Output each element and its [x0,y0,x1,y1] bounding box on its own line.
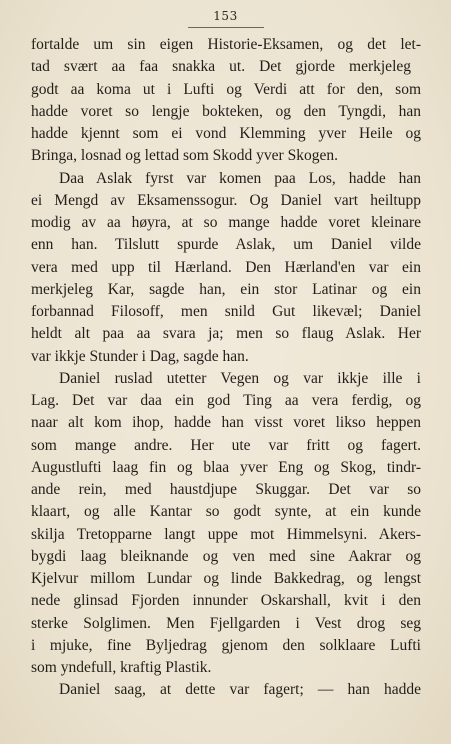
text-line: hadde voret so lengje bokteken, og den Tyngdi, han [31,102,421,120]
text-line: fortalde um sin eigen Historie-Eksamen, og det let- [31,36,421,53]
text-line: som yndefull, kraftig Plastik. [31,659,212,676]
text-line: naar alt kom ihop, hadde han visst voret likso heppen [31,414,421,432]
text-line: ei Mengd av Eksamenssogur. Og Daniel vart heiltupp [31,191,421,209]
text-line: Bringa, losnad og lettad som Skodd yver Skogen. [31,147,338,165]
text-line: bygdi laag bleiknande og ven med sine Aakrar og [31,547,421,565]
text-line: Augustlufti laag fin og blaa yver Eng og Skog, tindr- [31,458,421,476]
text-line: Kjelvur millom Lundar og linde Bakkedrag, og lengst [31,570,421,587]
text-line: i mjuke, fine Byljedrag gjenom den solklaare Lufti [31,636,421,654]
text-line: ande rein, med haustdjupe Skuggar. Det var so [31,481,421,498]
text-line: Daniel saag, at dette var fagert; — han hadde [59,681,421,699]
text-line: Daa Aslak fyrst var komen paa Los, hadde han [59,169,421,187]
text-line: merkjeleg Kar, sagde han, ein stor Latinar og ein [31,280,421,298]
text-line: skilja Tretopparne langt uppe mot Himmelsyni. Akers- [31,525,421,543]
text-line: klaart, og alle Kantar so godt synte, at ein kunde [31,503,421,521]
text-line: hadde kjennt som ei vond Klemming yver Heile og [31,125,421,142]
text-line: forbannad Filosoff, men snild Gut likevæl; Daniel [31,303,421,320]
text-line: enn han. Tilslutt spurde Aslak, um Daniel vilde [31,236,421,254]
text-line: var ikkje Stunder i Dag, sagde han. [31,347,249,365]
text-line: tad svært aa faa snakka ut. Det gjorde merkjeleg [31,58,411,76]
text-line: Lag. Det var daa ein god Ting aa vera ferdig, og [31,392,421,409]
text-line: Daniel ruslad utetter Vegen og var ikkje ille i [59,369,421,387]
text-line: heldt alt paa aa svara ja; men so flaug Aslak. Her [31,325,421,343]
text-line: godt aa koma ut i Lufti og Verdi att for den, som [31,80,421,98]
text-line: som mange andre. Her ute var fritt og fagert. [31,436,421,454]
page-number: 153 [213,9,238,23]
header-rule [188,27,264,28]
text-line: modig av aa høyra, at so mange hadde voret kleinare [31,214,421,231]
text-line: vera med upp til Hærland. Den Hærland'en var ein [31,258,421,276]
body-text [31,34,421,702]
text-line: nede glinsad Fjorden innunder Oskarshall, kvit i den [31,592,421,610]
text-line: sterke Solglimen. Men Fjellgarden i Vest drog seg [31,614,421,632]
